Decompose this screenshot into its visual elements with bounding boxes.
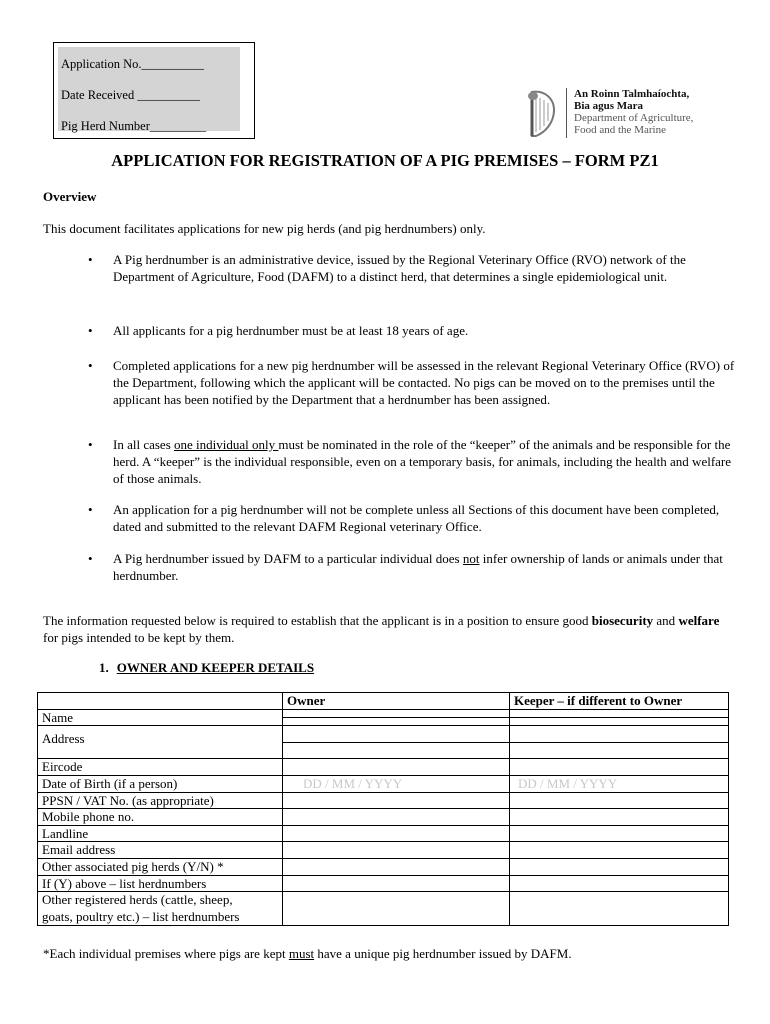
bullet-text: All applicants for a pig herdnumber must be at least 18 years of age. [113, 323, 469, 338]
owner-herdnumbers-cell[interactable] [283, 875, 510, 892]
bullet-text-underlined: not [462, 551, 480, 566]
row-label-mobile: Mobile phone no. [38, 809, 283, 826]
bullet-item [88, 322, 736, 339]
table-row [38, 809, 729, 826]
owner-dob-cell[interactable]: DD / MM / YYYY [283, 775, 510, 792]
keeper-other-registered-cell[interactable] [510, 892, 729, 926]
logo-line-1: An Roinn Talmhaíochta, [574, 88, 690, 100]
keeper-email-cell[interactable] [510, 842, 729, 859]
row-label-other-registered-line1: Other registered herds (cattle, sheep, [42, 892, 233, 908]
info-post: for pigs intended to be kept by them. [43, 630, 235, 645]
bullet-item [88, 436, 736, 487]
keeper-address-cell[interactable] [510, 726, 729, 743]
owner-other-pig-herds-cell[interactable] [283, 858, 510, 875]
page-title: APPLICATION FOR REGISTRATION OF A PIG PREMISES – FORM PZ1 [111, 151, 659, 170]
bullet-text: A Pig herdnumber is an administrative device, issued by the Regional Veterinary Office (RVO) network of the Department of Agriculture, Food (DAFM) to a distinct herd, that determines a single epidemiological unit. [113, 252, 686, 284]
table-header-row [38, 693, 729, 710]
bullet-item [88, 501, 736, 535]
info-welfare: welfare [678, 613, 720, 628]
logo-line-2: Bia agus Mara [574, 100, 644, 112]
owner-address-cell-2[interactable] [283, 742, 510, 759]
keeper-herdnumbers-cell[interactable] [510, 875, 729, 892]
header-owner: Owner [283, 693, 510, 710]
section-1-heading [99, 660, 314, 676]
table-row [38, 825, 729, 842]
row-label-if-y: If (Y) above – list herdnumbers [38, 875, 283, 892]
logo-line-3: Department of Agriculture, [574, 112, 694, 124]
header-keeper: Keeper – if different to Owner [510, 693, 729, 710]
table-row [38, 709, 729, 717]
bullet-text-pre: A Pig herdnumber issued by DAFM to a particular individual does [113, 551, 463, 566]
application-no-field[interactable]: Application No.__________ [61, 57, 205, 71]
keeper-mobile-cell[interactable] [510, 809, 729, 826]
table-row [38, 875, 729, 892]
bullet-item [88, 357, 736, 408]
footnote-underlined: must [288, 946, 315, 961]
owner-address-cell[interactable] [283, 726, 510, 743]
bullet-text-underlined: one individual only [174, 437, 279, 452]
table-row [38, 775, 729, 792]
table-row [38, 726, 729, 743]
row-label-other-pig-herds: Other associated pig herds (Y/N) * [38, 858, 283, 875]
bullet-dot: • [88, 502, 93, 517]
bullet-item [88, 550, 736, 584]
row-label-address: Address [38, 726, 283, 759]
bullet-dot: • [88, 252, 93, 267]
office-use-panel [58, 47, 240, 131]
row-label-other-registered [38, 892, 283, 926]
owner-landline-cell[interactable] [283, 825, 510, 842]
owner-eircode-cell[interactable] [283, 759, 510, 776]
footnote-pre: *Each individual premises where pigs are kept [43, 946, 289, 961]
table-row [38, 892, 729, 926]
bullet-text: Completed applications for a new pig herdnumber will be assessed in the relevant Regional Veterinary Office (RVO) of the Department, following which the applicant will be contacted. No pigs can be moved on to the premises until the applicant has been notified by the Department that a herdnumber has been assigned. [113, 358, 735, 407]
keeper-ppsn-cell[interactable] [510, 792, 729, 809]
harp-icon [524, 88, 558, 140]
owner-name-cell[interactable] [283, 709, 510, 717]
pig-herd-number-field[interactable]: Pig Herd Number_________ [61, 119, 207, 133]
bullet-dot: • [88, 323, 93, 338]
info-mid: and [653, 613, 679, 628]
bullet-dot: • [88, 551, 93, 566]
keeper-landline-cell[interactable] [510, 825, 729, 842]
row-label-email: Email address [38, 842, 283, 859]
keeper-name-cell[interactable] [510, 709, 729, 717]
owner-email-cell[interactable] [283, 842, 510, 859]
info-pre: The information requested below is required to establish that the applicant is in a position to ensure good [43, 613, 592, 628]
row-label-landline: Landline [38, 825, 283, 842]
owner-keeper-table [37, 692, 729, 926]
table-row [38, 792, 729, 809]
section-title: OWNER AND KEEPER DETAILS [116, 660, 315, 675]
row-label-dob: Date of Birth (if a person) [38, 775, 283, 792]
owner-ppsn-cell[interactable] [283, 792, 510, 809]
row-label-name: Name [38, 709, 283, 726]
table-row [38, 759, 729, 776]
keeper-dob-cell[interactable]: DD / MM / YYYY [510, 775, 729, 792]
owner-name-cell-2[interactable] [283, 717, 510, 725]
keeper-other-pig-herds-cell[interactable] [510, 858, 729, 875]
bullet-text-post: must be nominated in the role of the “keeper” of the animals and be responsible for the herd. A “keeper” is the individual responsible, even on a temporary basis, for animals, including the health and welfare of those animals. [113, 437, 732, 486]
bullet-text-pre: In all cases [113, 437, 175, 452]
logo-line-4: Food and the Marine [574, 124, 666, 136]
header-blank-cell [38, 693, 283, 710]
keeper-name-cell-2[interactable] [510, 717, 729, 725]
department-logo [524, 88, 714, 142]
bullet-dot: • [88, 358, 93, 373]
bullet-text: An application for a pig herdnumber will not be complete unless all Sections of this document have been completed, dated and submitted to the relevant DAFM Regional veterinary Office. [113, 502, 720, 534]
keeper-address-cell-2[interactable] [510, 742, 729, 759]
row-label-other-registered-line2: goats, poultry etc.) – list herdnumbers [42, 908, 240, 924]
owner-other-registered-cell[interactable] [283, 892, 510, 926]
bullet-item [88, 251, 736, 285]
bullet-text-post: infer ownership of lands or animals under that herdnumber. [113, 551, 723, 583]
table-row [38, 842, 729, 859]
bullet-dot: • [88, 437, 93, 452]
keeper-eircode-cell[interactable] [510, 759, 729, 776]
info-biosecurity: biosecurity [591, 613, 654, 628]
footnote [43, 946, 572, 962]
table-row [38, 858, 729, 875]
overview-heading: Overview [43, 189, 97, 204]
office-use-box [53, 42, 255, 139]
row-label-ppsn: PPSN / VAT No. (as appropriate) [38, 792, 283, 809]
logo-divider [566, 88, 567, 138]
owner-mobile-cell[interactable] [283, 809, 510, 826]
section-number: 1. [99, 660, 109, 675]
date-received-field[interactable]: Date Received __________ [61, 88, 200, 102]
intro-text: This document facilitates applications for new pig herds (and pig herdnumbers) only. [43, 221, 486, 236]
logo-text [574, 88, 693, 136]
info-paragraph [43, 612, 733, 646]
row-label-eircode: Eircode [38, 759, 283, 776]
footnote-post: have a unique pig herdnumber issued by DAFM. [314, 946, 572, 961]
